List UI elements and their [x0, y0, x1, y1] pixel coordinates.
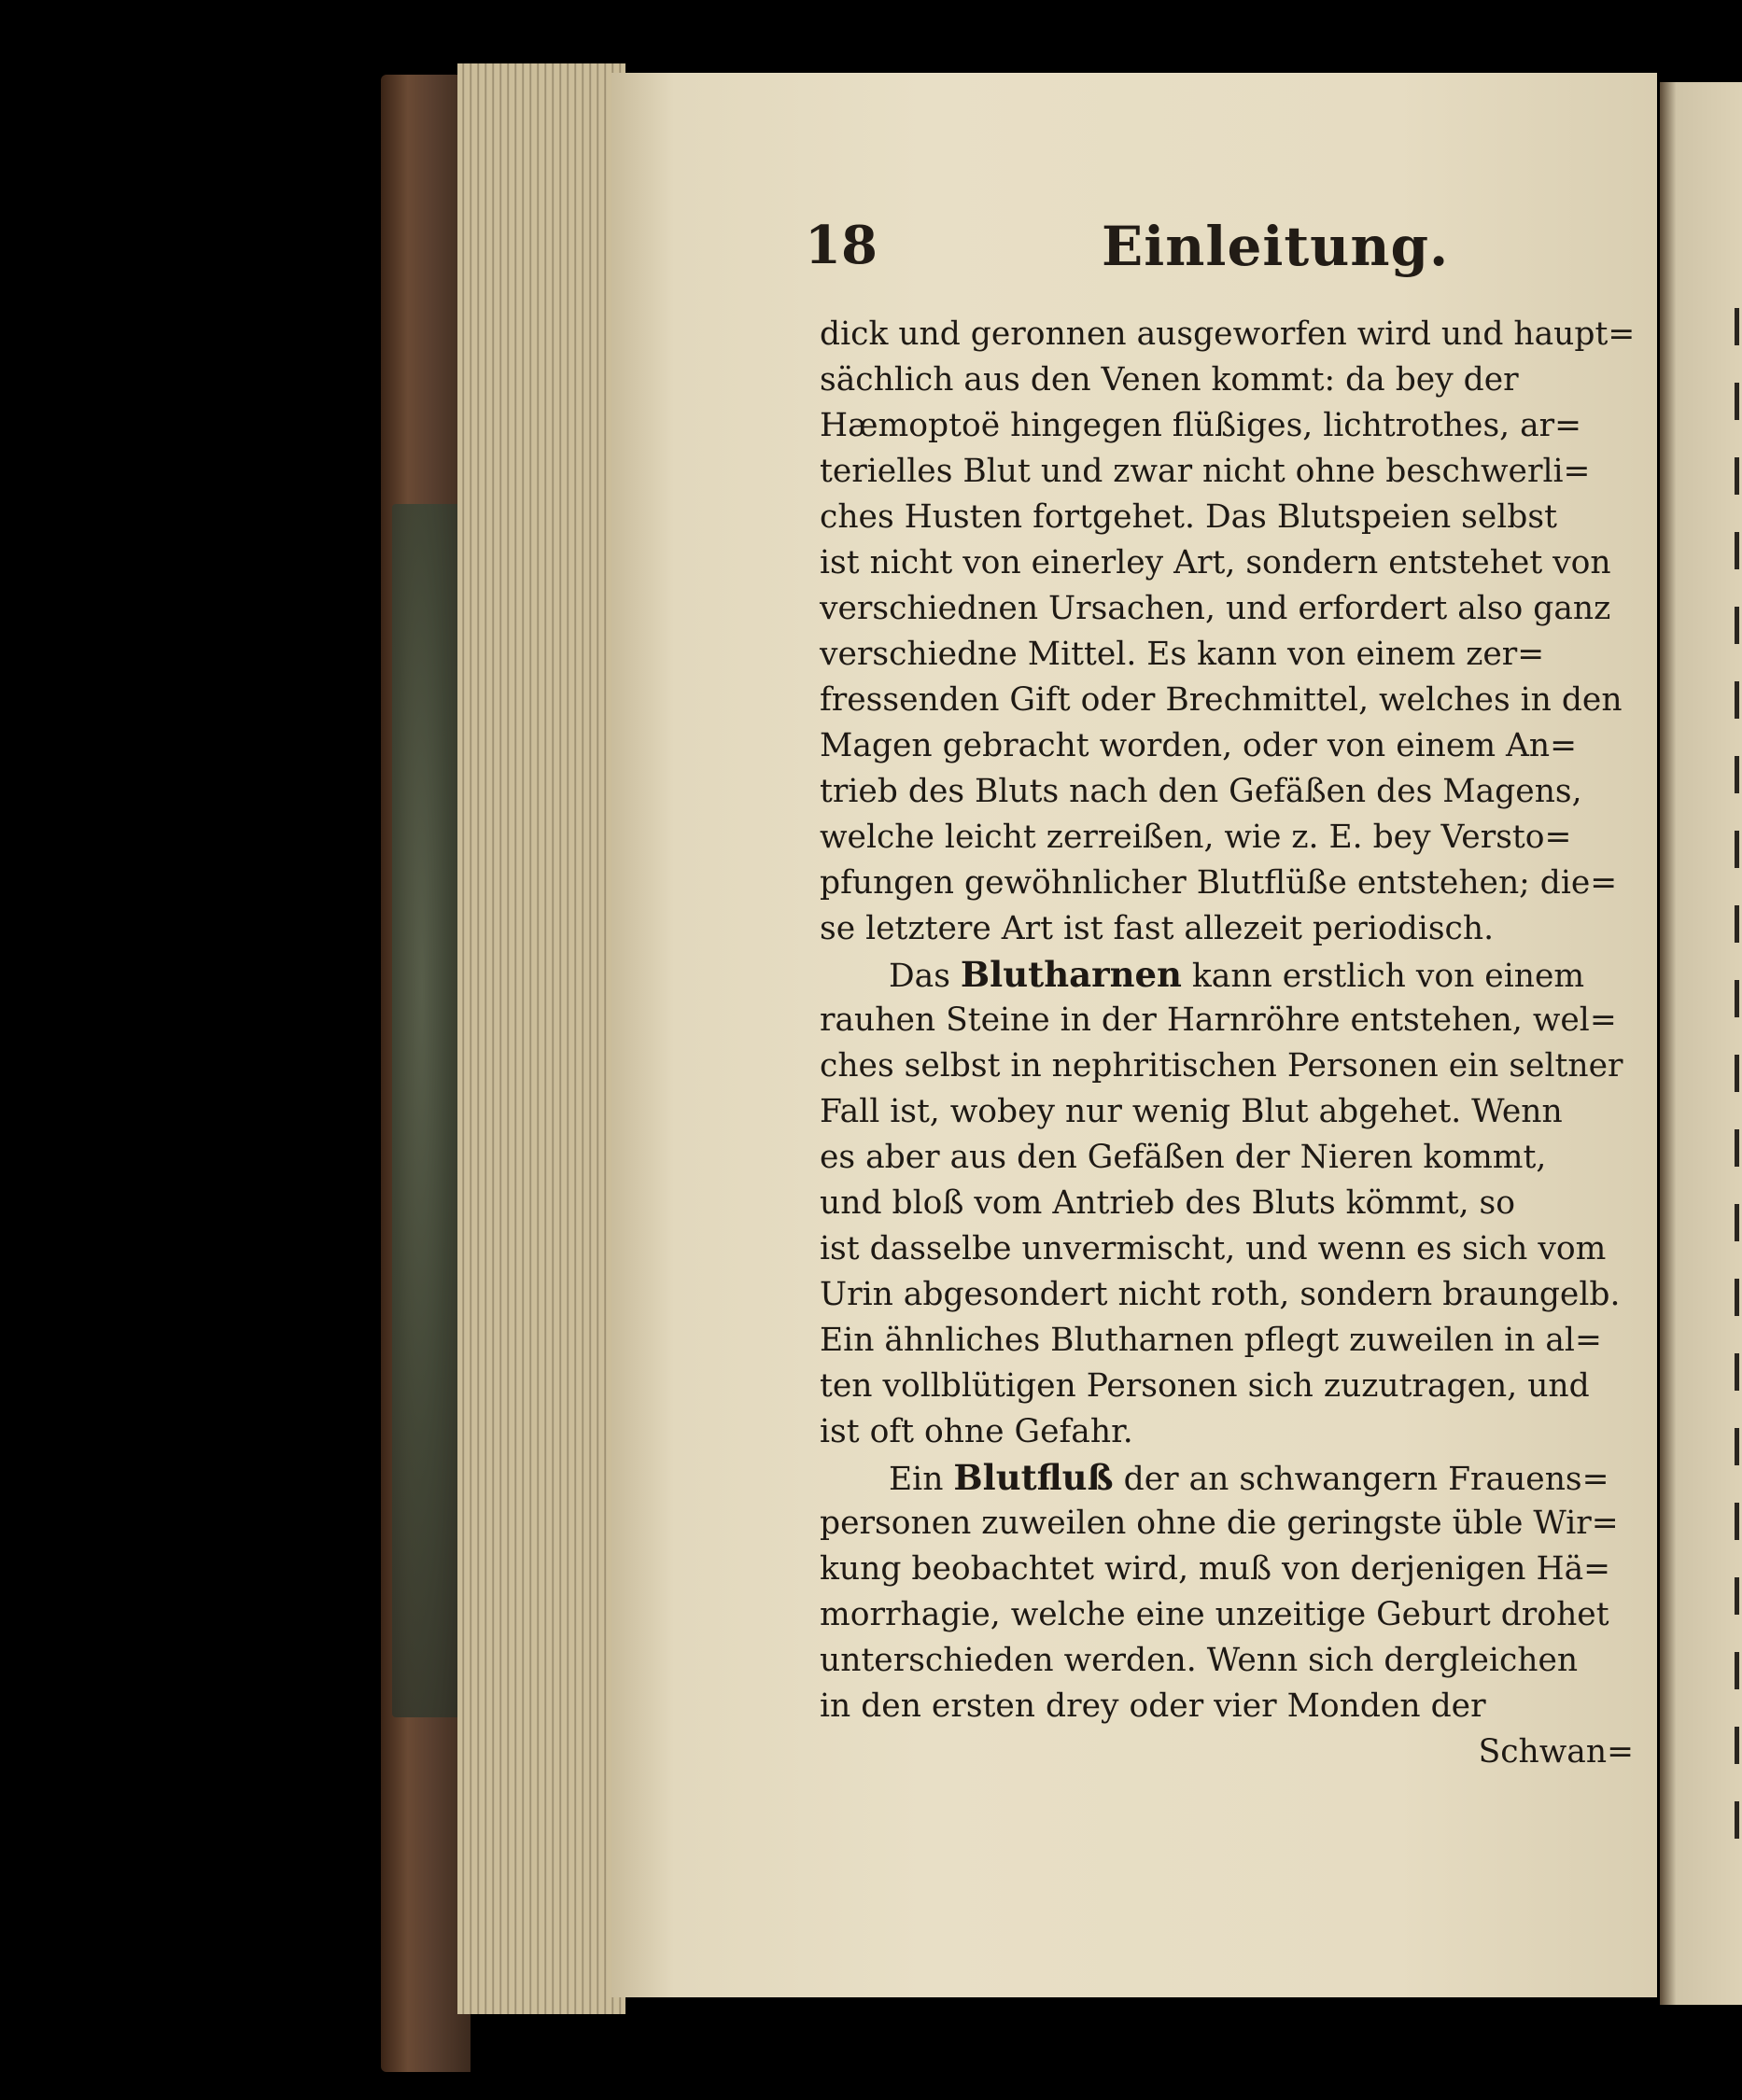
- text-line: [820, 449, 1634, 495]
- text-run: Fall ist, wobey nur wenig Blut abgehet. Wenn: [820, 1093, 1563, 1130]
- marbled-cover-pattern: [392, 504, 467, 1717]
- text-line: [820, 1547, 1634, 1592]
- text-line: [820, 1684, 1634, 1729]
- text-run: welche leicht zerreißen, wie z. E. bey Versto=: [820, 819, 1572, 856]
- text-line: [820, 861, 1634, 906]
- facing-page-text-fragments: [1735, 308, 1742, 1895]
- text-run: ist oft ohne Gefahr.: [820, 1413, 1133, 1450]
- text-run: verschiedne Mittel. Es kann von einem zer=: [820, 636, 1545, 673]
- text-run: trieb des Bluts nach den Gefäßen des Magens,: [820, 773, 1582, 810]
- text-line: [820, 1181, 1634, 1226]
- text-line: [820, 723, 1634, 769]
- text-line: [820, 1364, 1634, 1409]
- emphasized-term: Blutfluß: [953, 1457, 1114, 1498]
- text-line: [820, 998, 1634, 1043]
- text-line: [820, 1638, 1634, 1684]
- text-line: [820, 586, 1634, 632]
- text-line: [820, 1501, 1634, 1547]
- page-header: [805, 215, 1617, 299]
- text-run: rauhen Steine in der Harnröhre entstehen, wel=: [820, 1001, 1617, 1039]
- emphasized-term: Blutharnen: [960, 954, 1182, 995]
- page-body-text: [820, 312, 1634, 1775]
- page-number: 18: [805, 215, 878, 276]
- page-edges: [457, 63, 625, 2014]
- text-line: [820, 1592, 1634, 1638]
- text-run: se letztere Art ist fast allezeit periodisch.: [820, 910, 1495, 947]
- text-run: ist dasselbe unvermischt, und wenn es sich vom: [820, 1230, 1607, 1267]
- text-line: [820, 1272, 1634, 1318]
- text-line: [820, 769, 1634, 815]
- running-title: Einleitung.: [1102, 215, 1450, 278]
- text-run: terielles Blut und zwar nicht ohne beschwerli=: [820, 453, 1591, 490]
- text-run: dick und geronnen ausgeworfen wird und haupt=: [820, 315, 1636, 353]
- text-run: und bloß vom Antrieb des Bluts kömmt, so: [820, 1184, 1516, 1222]
- text-run: ches Husten fortgehet. Das Blutspeien selbst: [820, 498, 1557, 536]
- text-line: [820, 815, 1634, 861]
- text-run: Urin abgesondert nicht roth, sondern braungelb.: [820, 1276, 1621, 1313]
- text-run: kung beobachtet wird, muß von derjenigen Hä=: [820, 1550, 1611, 1588]
- text-line: [820, 1318, 1634, 1364]
- text-line: [820, 1043, 1634, 1089]
- text-run: Schwan=: [1478, 1733, 1634, 1771]
- text-run: Ein ähnliches Blutharnen pflegt zuweilen in al=: [820, 1322, 1602, 1359]
- text-run: Magen gebracht worden, oder von einem An=: [820, 727, 1578, 764]
- text-run: kann erstlich von einem: [1181, 958, 1585, 995]
- text-line: [820, 403, 1634, 449]
- text-run: in den ersten drey oder vier Monden der: [820, 1687, 1486, 1725]
- text-line: [820, 1226, 1634, 1272]
- text-line: [820, 906, 1634, 952]
- text-run: fressenden Gift oder Brechmittel, welches in den: [820, 681, 1623, 719]
- text-line: [820, 495, 1634, 540]
- text-run: Hæmoptoë hingegen flüßiges, lichtrothes, ar=: [820, 407, 1582, 444]
- text-run: personen zuweilen ohne die geringste üble Wir=: [820, 1505, 1619, 1542]
- text-run: ten vollblütigen Personen sich zuzutragen, und: [820, 1367, 1590, 1405]
- text-line: [820, 632, 1634, 678]
- text-run: ist nicht von einerley Art, sondern entstehet von: [820, 544, 1611, 581]
- text-run: pfungen gewöhnlicher Blutflüße entstehen; die=: [820, 864, 1618, 902]
- text-run: ches selbst in nephritischen Personen ein seltner: [820, 1047, 1623, 1085]
- facing-page-edge: [1660, 82, 1742, 2005]
- text-line: [820, 952, 1634, 998]
- text-run: Das: [889, 958, 961, 995]
- text-run: unterschieden werden. Wenn sich dergleichen: [820, 1642, 1579, 1679]
- text-run: sächlich aus den Venen kommt: da bey der: [820, 361, 1519, 399]
- text-run: morrhagie, welche eine unzeitige Geburt drohet: [820, 1596, 1609, 1633]
- text-line: [820, 312, 1634, 357]
- text-line: [820, 1729, 1634, 1775]
- text-run: der an schwangern Frauens=: [1113, 1461, 1609, 1498]
- text-line: [820, 678, 1634, 723]
- text-line: [820, 1089, 1634, 1135]
- text-run: es aber aus den Gefäßen der Nieren kommt,: [820, 1139, 1547, 1176]
- text-line: [820, 357, 1634, 403]
- text-run: Ein: [889, 1461, 954, 1498]
- text-run: verschiednen Ursachen, und erfordert also ganz: [820, 590, 1611, 627]
- text-line: [820, 1409, 1634, 1455]
- text-line: [820, 1135, 1634, 1181]
- text-line: [820, 540, 1634, 586]
- text-line: [820, 1455, 1634, 1501]
